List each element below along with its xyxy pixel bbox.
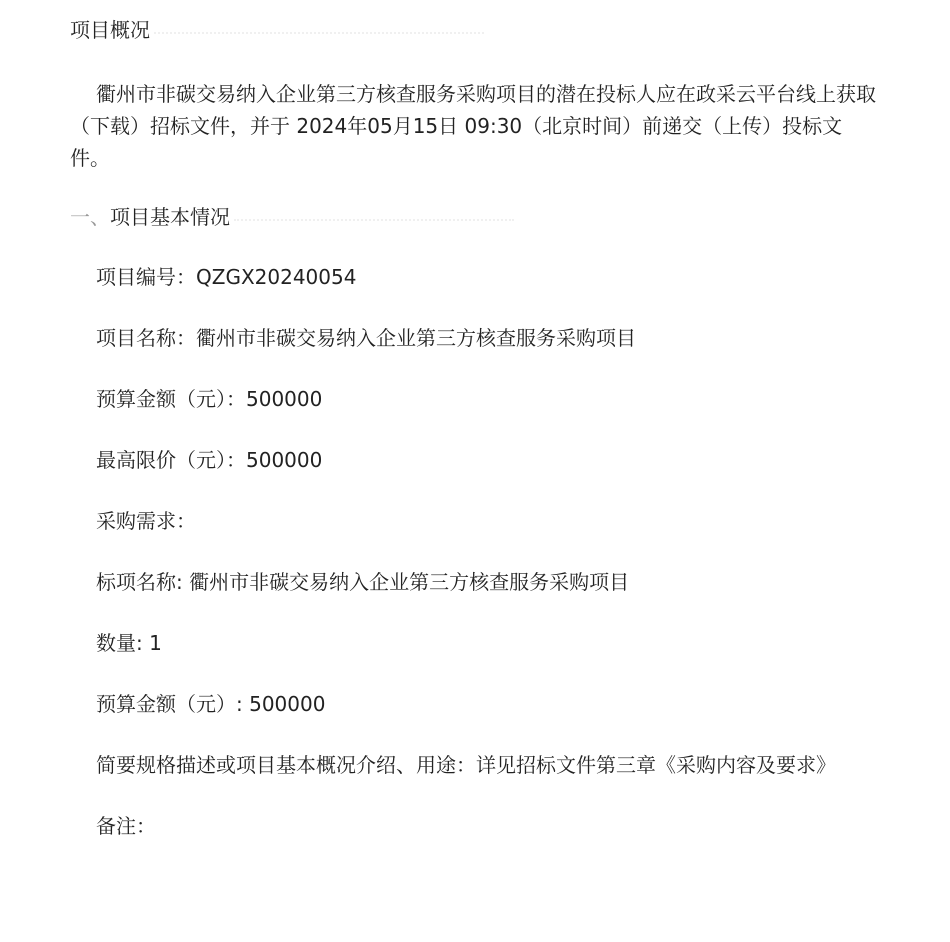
budget-amount: 预算金额（元）：500000 <box>96 387 323 411</box>
overview-heading <box>70 17 484 43</box>
project-number: 项目编号：QZGX20240054 <box>96 265 357 289</box>
overview-title: 项目概况 <box>70 18 150 42</box>
overview-paragraph: 衢州市非碳交易纳入企业第三方核查服务采购项目的潜在投标人应在政采云平台线上获取（下载）招标文件，并于 2024年05月15日 09:30（北京时间）前递交（上传）投标文件。 <box>70 82 876 170</box>
item-budget-amount: 预算金额（元）: 500000 <box>96 692 326 716</box>
section-one-number: 一、 <box>70 205 110 229</box>
spec-description: 简要规格描述或项目基本概况介绍、用途：详见招标文件第三章《采购内容及要求》 <box>96 753 836 777</box>
item-name: 标项名称: 衢州市非碳交易纳入企业第三方核查服务采购项目 <box>96 570 630 594</box>
section-one-heading <box>70 204 514 230</box>
section-one-title: 项目基本情况 <box>110 205 230 229</box>
project-name: 项目名称：衢州市非碳交易纳入企业第三方核查服务采购项目 <box>96 326 636 350</box>
max-price: 最高限价（元）：500000 <box>96 448 323 472</box>
leader-dots <box>154 30 484 34</box>
leader-dots <box>234 217 514 221</box>
procurement-requirements: 采购需求： <box>96 509 196 533</box>
quantity: 数量: 1 <box>96 631 162 655</box>
remarks: 备注： <box>96 814 156 838</box>
